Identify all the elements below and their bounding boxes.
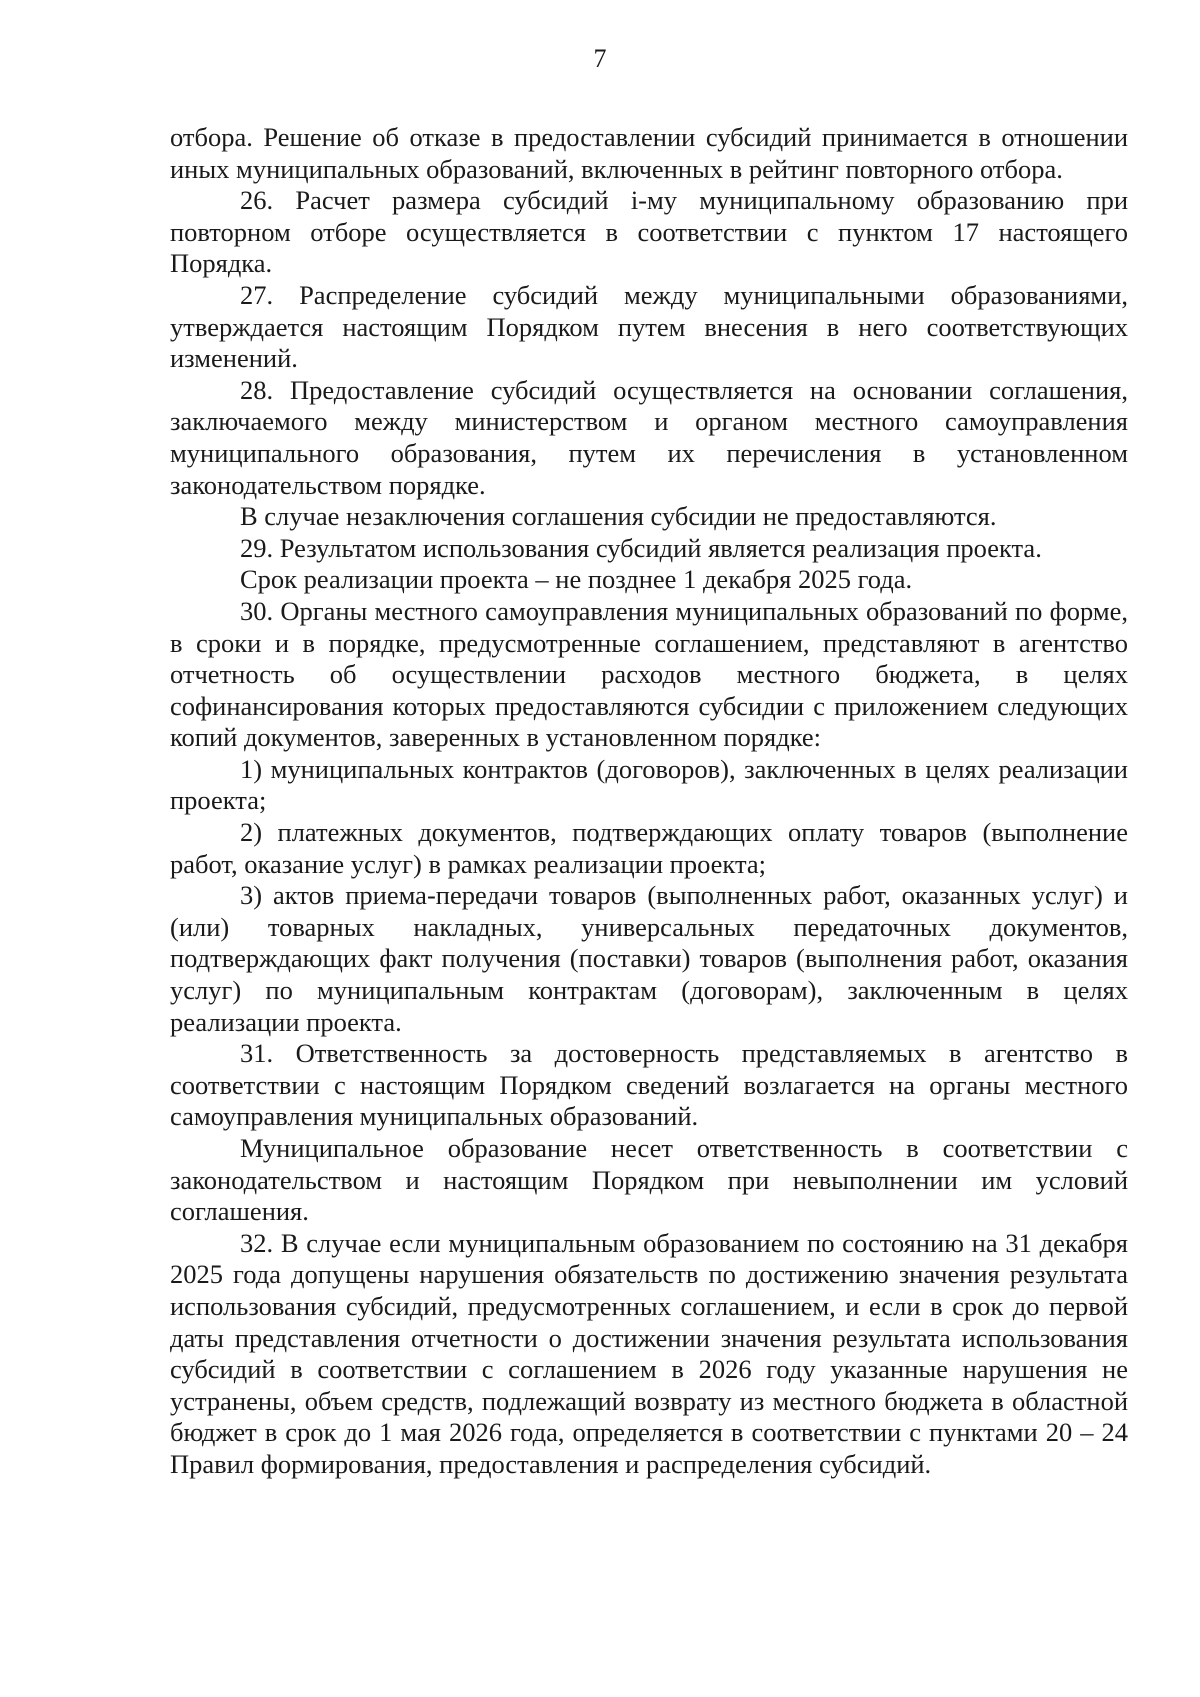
document-body bbox=[170, 122, 1128, 1481]
list-item-1: 1) муниципальных контрактов (договоров), заключенных в целях реализации проекта; bbox=[170, 753, 1128, 816]
paragraph-28: 28. Предоставление субсидий осуществляется на основании соглашения, заключаемого между министерством и органом местного самоуправления муниципального образования, путем их перечисления в установленном законодательством порядке. bbox=[170, 374, 1128, 500]
paragraph-31-responsibility: Муниципальное образование несет ответственность в соответствии с законодательством и настоящим Порядком при невыполнении им условий соглашения. bbox=[170, 1133, 1128, 1227]
list-item-3: 3) актов приема-передачи товаров (выполненных работ, оказанных услуг) и (или) товарных накладных, универсальных передаточных документов, подтверждающих факт получения (поставки) товаров (выполнения работ, оказания услуг) по муниципальным контрактам (договорам), заключенным в целях реализации проекта. bbox=[170, 880, 1128, 1037]
paragraph-29: 29. Результатом использования субсидий является реализация проекта. bbox=[240, 532, 1042, 563]
paragraph-28-note: В случае незаключения соглашения субсидии не предоставляются. bbox=[240, 501, 997, 532]
page-number: 7 bbox=[593, 44, 607, 73]
paragraph-27: 27. Распределение субсидий между муниципальными образованиями, утверждается настоящим Порядком путем внесения в него соответствующих изменений. bbox=[170, 279, 1128, 374]
paragraph-32: 32. В случае если муниципальным образованием по состоянию на 31 декабря 2025 года допущены нарушения обязательств по достижению значения результата использования субсидий, предусмотренных соглашением, и если в срок до первой даты представления отчетности о достижении значения результата использования субсидий в соответствии с соглашением в 2026 году указанные нарушения не устранены, объем средств, подлежащий возврату из местного бюджета в областной бюджет в срок до 1 мая 2026 года, определяется в соответствии с пунктами 20 – 24 Правил формирования, предоставления и распределения субсидий. bbox=[170, 1227, 1128, 1479]
paragraph-31: 31. Ответственность за достоверность представляемых в агентство в соответствии с настоящим Порядком сведений возлагается на органы местного самоуправления муниципальных образований. bbox=[170, 1038, 1128, 1132]
paragraph-continuation: отбора. Решение об отказе в предоставлении субсидий принимается в отношении иных муниципальных образований, включенных в рейтинг повторного отбора. bbox=[170, 122, 1128, 184]
paragraph-30: 30. Органы местного самоуправления муниципальных образований по форме, в сроки и в порядке, предусмотренные соглашением, представляют в агентство отчетность об осуществлении расходов местного бюджета, в целях софинансирования которых предоставляются субсидии с приложением следующих копий документов, заверенных в установленном порядке: bbox=[170, 595, 1128, 753]
paragraph-26: 26. Расчет размера субсидий i-му муниципальному образованию при повторном отборе осуществляется в соответствии с пунктом 17 настоящего Порядка. bbox=[170, 185, 1128, 279]
paragraph-29-term: Срок реализации проекта – не позднее 1 декабря 2025 года. bbox=[240, 564, 913, 595]
list-item-2: 2) платежных документов, подтверждающих оплату товаров (выполнение работ, оказание услуг) в рамках реализации проекта; bbox=[170, 817, 1128, 879]
